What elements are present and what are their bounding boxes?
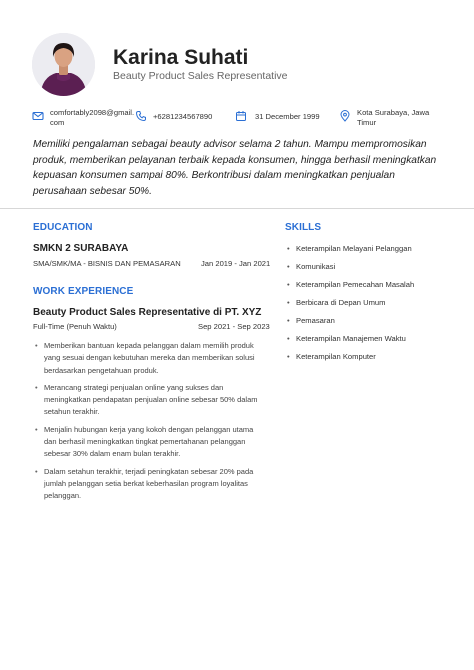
contact-location-line2: Timur <box>357 118 377 127</box>
skills-list <box>287 243 414 369</box>
skill-text: Keterampilan Pemecahan Masalah <box>296 280 415 289</box>
contact-email[interactable] <box>50 108 134 128</box>
bullet-text: Memberikan bantuan kepada pelanggan dalam memilih produk yang sesuai dengan kebutuhan mereka dan memberikan solusi berdasarkan pengetahuan produk. <box>44 341 255 375</box>
job-type: Full-Time (Penuh Waktu) <box>33 322 117 331</box>
job-responsibilities <box>33 340 263 508</box>
bullet-dot: • <box>287 298 290 307</box>
location-pin-icon <box>339 110 351 122</box>
contact-birthdate-text: 31 December 1999 <box>255 112 320 121</box>
skill-text: Keterampilan Komputer <box>296 352 376 361</box>
bullet-dot: • <box>35 382 38 392</box>
bullet-dot: • <box>287 280 290 289</box>
list-item <box>33 424 263 461</box>
contact-email-line2: com <box>50 118 65 127</box>
bullet-dot: • <box>35 466 38 476</box>
contact-birthdate <box>255 112 320 122</box>
skill-text: Komunikasi <box>296 262 336 271</box>
skill-item <box>287 333 414 351</box>
profile-photo <box>32 33 95 96</box>
list-item <box>33 466 263 503</box>
candidate-role: Beauty Product Sales Representative <box>113 70 288 82</box>
portrait-illustration <box>32 33 95 96</box>
bullet-dot: • <box>35 424 38 434</box>
profile-summary: Memiliki pengalaman sebagai beauty advisor selama 2 tahun. Mampu mempromosikan produk, memberikan pelayanan terbaik kepada konsumen, hingga berhasil meningkatkan kepuasan konsumen sampai 80%. Berkontribusi dalam meningkatkan penjualan perusahaan sebesar 50%. <box>33 139 437 197</box>
contact-phone-text: +6281234567890 <box>153 112 213 121</box>
calendar-icon <box>235 110 247 122</box>
skill-item <box>287 243 414 261</box>
section-divider <box>0 208 474 209</box>
contact-phone[interactable] <box>153 112 212 122</box>
skill-item <box>287 261 414 279</box>
bullet-dot: • <box>287 334 290 343</box>
bullet-dot: • <box>35 341 38 350</box>
skill-item <box>287 351 414 369</box>
skills-heading: SKILLS <box>285 222 322 233</box>
skill-item <box>287 315 414 333</box>
bullet-dot: • <box>287 352 290 361</box>
bullet-dot: • <box>287 316 290 325</box>
job-dates: Sep 2021 - Sep 2023 <box>198 322 270 331</box>
bullet-dot: • <box>287 262 290 271</box>
contact-location-line1: Kota Surabaya, Jawa <box>357 108 430 117</box>
phone-icon <box>135 110 147 122</box>
list-item <box>33 382 263 419</box>
skill-text: Keterampilan Manajemen Waktu <box>296 334 406 343</box>
contact-location <box>357 108 429 128</box>
list-item <box>33 340 263 377</box>
candidate-name: Karina Suhati <box>113 46 249 69</box>
email-icon <box>32 110 44 122</box>
bullet-text: Dalam setahun terakhir, terjadi peningkatan sebesar 20% pada jumlah pelanggan setia berkat keberhasilan program loyalitas pelanggan. <box>44 466 254 501</box>
bullet-dot: • <box>287 244 290 253</box>
education-heading: EDUCATION <box>33 222 93 233</box>
bullet-text: Menjalin hubungan kerja yang kokoh dengan pelanggan utama dan berhasil meningkatkan tingkat pemertahanan pelanggan sebesar 30% dalam enam bulan terakhir. <box>44 424 254 459</box>
skill-text: Pemasaran <box>296 316 335 325</box>
education-dates: Jan 2019 - Jan 2021 <box>201 259 271 268</box>
education-major: SMA/SMK/MA - BISNIS DAN PEMASARAN <box>33 259 181 268</box>
contact-email-line1: comfortably2098@gmail. <box>50 108 135 117</box>
education-school: SMKN 2 SURABAYA <box>33 243 129 254</box>
work-experience-heading: WORK EXPERIENCE <box>33 286 134 297</box>
skill-item <box>287 297 414 315</box>
skill-text: Keterampilan Melayani Pelanggan <box>296 244 412 253</box>
bullet-text: Merancang strategi penjualan online yang sukses dan meningkatkan pendapatan penjualan online sebesar 50% dalam setahun terakhir. <box>44 382 258 417</box>
skill-item <box>287 279 414 297</box>
job-title: Beauty Product Sales Representative di PT. XYZ <box>33 307 262 318</box>
skill-text: Berbicara di Depan Umum <box>296 298 386 307</box>
